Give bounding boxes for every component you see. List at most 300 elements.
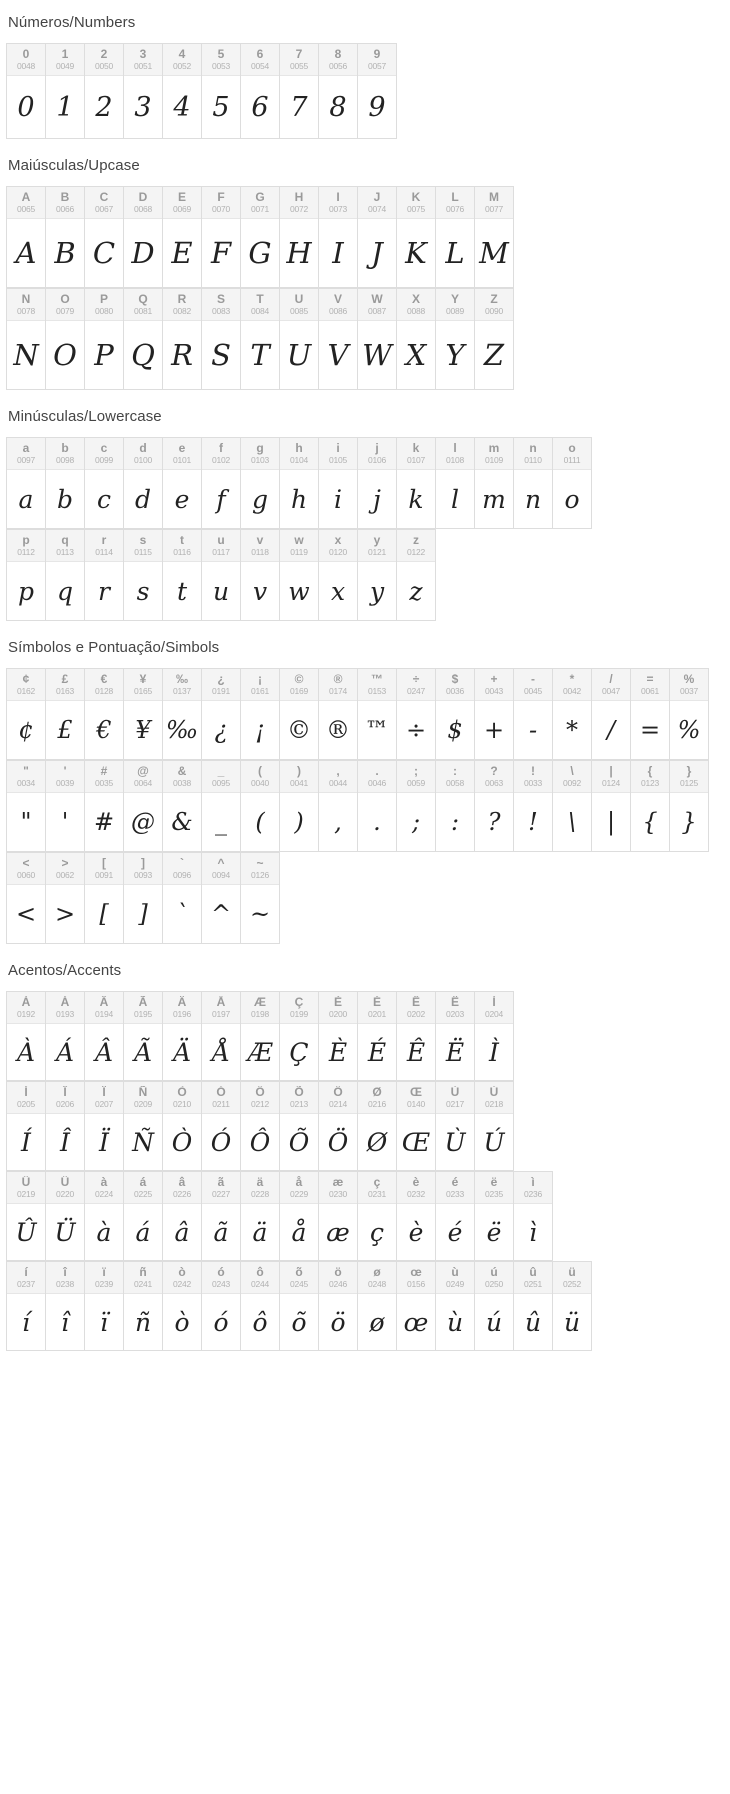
glyph-cell[interactable] [553,761,592,852]
glyph-cell[interactable] [397,187,436,288]
glyph-code-label: 0196 [172,1009,192,1019]
glyph-cell[interactable] [85,992,124,1081]
glyph-cell[interactable] [436,992,475,1081]
glyph-cell-header [436,187,474,219]
glyph-character-label: T [256,293,264,306]
glyph-cell[interactable] [46,1262,85,1351]
glyph-cell[interactable] [280,289,319,390]
glyph-cell-header [85,853,123,885]
glyph-code-label: 0228 [250,1189,270,1199]
glyph-code-label: 0117 [212,547,230,557]
glyph-cell[interactable] [163,1262,202,1351]
glyph-cell[interactable] [241,761,280,852]
glyph-cell-header [46,992,84,1024]
glyph-cell[interactable] [85,1262,124,1351]
glyph-row [6,529,436,621]
glyph-cell[interactable] [514,761,553,852]
glyph-character-label: ` [180,857,184,870]
glyph-cell[interactable] [397,992,436,1081]
glyph-character-label: æ [332,1176,344,1189]
glyph-cell[interactable] [436,438,475,529]
glyph-code-label: 0073 [328,204,348,214]
glyph-preview: W [362,338,392,372]
glyph-preview: Y [445,338,465,372]
glyph-code-label: 0247 [406,686,426,696]
glyph-cell[interactable] [241,530,280,621]
glyph-cell[interactable] [163,187,202,288]
glyph-cell[interactable] [124,669,163,760]
glyph-cell[interactable] [475,187,514,288]
glyph-preview: x [330,576,346,606]
glyph-cell-header [397,289,435,321]
glyph-cell[interactable] [631,761,670,852]
glyph-cell-header [280,438,318,470]
glyph-cell[interactable] [280,44,319,139]
glyph-cell[interactable] [514,438,553,529]
glyph-cell[interactable] [124,530,163,621]
glyph-cell[interactable] [241,1172,280,1261]
glyph-cell[interactable] [319,761,358,852]
glyph-cell[interactable] [124,1262,163,1351]
glyph-cell[interactable] [46,187,85,288]
glyph-cell[interactable] [475,1082,514,1171]
glyph-cell[interactable] [85,853,124,944]
glyph-cell[interactable] [124,992,163,1081]
glyph-character-label: t [180,534,184,547]
glyph-cell[interactable] [241,1082,280,1171]
glyph-cell[interactable] [85,44,124,139]
glyph-cell[interactable] [280,1082,319,1171]
glyph-cell[interactable] [163,853,202,944]
glyph-cell[interactable] [553,669,592,760]
glyph-cell-header [7,761,45,793]
glyph-cell-header [124,669,162,701]
glyph-cell[interactable] [280,530,319,621]
glyph-preview: ü [563,1307,581,1337]
glyph-cell[interactable] [163,992,202,1081]
glyph-cell[interactable] [358,289,397,390]
glyph-code-label: 0098 [55,455,75,465]
glyph-code-label: 0067 [94,204,114,214]
glyph-preview: ø [369,1307,385,1337]
glyph-code-label: 0069 [172,204,192,214]
glyph-cell-header [319,669,357,701]
glyph-cell[interactable] [319,438,358,529]
glyph-cell-header [319,187,357,219]
glyph-preview: Ï [99,1127,109,1157]
glyph-cell-header [163,669,201,701]
glyph-cell[interactable] [202,289,241,390]
glyph-code-label: 0244 [250,1279,270,1289]
glyph-cell[interactable] [436,289,475,390]
glyph-cell[interactable] [280,187,319,288]
glyph-cell[interactable] [319,187,358,288]
glyph-cell-header [7,853,45,885]
glyph-cell[interactable] [397,1082,436,1171]
glyph-cell-header [319,1172,357,1204]
glyph-preview: Œ [401,1127,431,1157]
glyph-cell[interactable] [280,992,319,1081]
glyph-code-label: 0232 [406,1189,426,1199]
glyph-cell[interactable] [475,1172,514,1261]
glyph-code-label: 0102 [211,455,231,465]
glyph-cell-header [280,992,318,1024]
glyph-cell[interactable] [514,1172,553,1261]
glyph-cell-header [124,530,162,562]
glyph-character-label: ~ [256,857,264,870]
glyph-cell-header [202,669,240,701]
glyph-cell[interactable] [202,761,241,852]
glyph-cell[interactable] [7,438,46,529]
glyph-preview: f [216,484,226,514]
glyph-cell[interactable] [280,761,319,852]
glyph-cell-header [436,761,474,793]
glyph-preview: Æ [247,1037,273,1067]
glyph-cell[interactable] [358,187,397,288]
glyph-cell[interactable] [124,438,163,529]
glyph-preview: È [328,1037,348,1067]
glyph-block-numbers [6,43,724,139]
glyph-cell[interactable] [85,761,124,852]
glyph-cell[interactable] [631,669,670,760]
glyph-code-label: 0105 [328,455,348,465]
glyph-cell[interactable] [124,289,163,390]
glyph-cell[interactable] [358,1172,397,1261]
glyph-cell[interactable] [7,761,46,852]
glyph-character-label: y [373,534,381,547]
glyph-cell[interactable] [358,438,397,529]
glyph-cell[interactable] [202,187,241,288]
glyph-cell[interactable] [7,853,46,944]
glyph-cell[interactable] [319,992,358,1081]
glyph-cell[interactable] [241,992,280,1081]
glyph-row [6,437,592,529]
glyph-cell-header [163,1082,201,1114]
glyph-preview: ! [528,808,538,836]
glyph-character-label: G [255,191,265,204]
glyph-cell[interactable] [85,669,124,760]
glyph-cell[interactable] [397,438,436,529]
glyph-character-label: Ã [138,996,148,1009]
glyph-preview: m [482,484,506,514]
glyph-code-label: 0082 [172,306,192,316]
glyph-character-label: à [100,1176,108,1189]
glyph-cell[interactable] [241,44,280,139]
glyph-preview: é [447,1217,463,1247]
glyph-character-label: Î [63,1086,67,1099]
glyph-preview: Â [94,1037,114,1067]
glyph-character-label: Œ [410,1086,422,1099]
glyph-cell[interactable] [85,187,124,288]
glyph-cell[interactable] [358,1082,397,1171]
glyph-cell[interactable] [7,187,46,288]
glyph-character-label: E [177,191,186,204]
glyph-cell[interactable] [46,438,85,529]
glyph-cell[interactable] [319,1172,358,1261]
glyph-cell-header [202,530,240,562]
glyph-cell-header [124,992,162,1024]
glyph-cell[interactable] [202,530,241,621]
glyph-cell[interactable] [436,1082,475,1171]
glyph-character-label: S [216,293,225,306]
glyph-cell-header [397,992,435,1024]
glyph-cell[interactable] [46,1172,85,1261]
glyph-code-label: 0034 [16,778,36,788]
glyph-character-label: Q [138,293,148,306]
glyph-cell[interactable] [241,853,280,944]
glyph-cell[interactable] [46,669,85,760]
glyph-cell[interactable] [475,289,514,390]
glyph-code-label: 0078 [16,306,36,316]
glyph-code-label: 0165 [133,686,153,696]
glyph-cell[interactable] [241,289,280,390]
glyph-preview: ñ [134,1307,152,1337]
glyph-cell[interactable] [397,289,436,390]
glyph-cell[interactable] [85,1172,124,1261]
glyph-preview: $ [447,716,463,744]
glyph-preview: Ë [445,1037,465,1067]
glyph-preview: { [642,808,658,836]
glyph-cell[interactable] [46,853,85,944]
glyph-character-label: H [294,191,304,204]
glyph-preview: ú [485,1307,503,1337]
glyph-preview: q [56,576,73,606]
glyph-character-label: * [569,673,575,686]
glyph-cell[interactable] [397,1172,436,1261]
glyph-cell-header [319,1082,357,1114]
glyph-cell[interactable] [319,44,358,139]
glyph-cell[interactable] [436,187,475,288]
glyph-character-label: A [21,191,31,204]
glyph-cell-header [46,44,84,76]
glyph-cell[interactable] [319,289,358,390]
glyph-cell[interactable] [7,1262,46,1351]
glyph-cell-header [475,992,513,1024]
glyph-code-label: 0106 [367,455,387,465]
glyph-cell[interactable] [202,1172,241,1261]
glyph-character-label: i [336,442,340,455]
glyph-cell[interactable] [592,669,631,760]
glyph-cell-header [358,669,396,701]
glyph-cell-header [592,669,630,701]
glyph-cell[interactable] [436,669,475,760]
glyph-cell[interactable] [241,669,280,760]
glyph-code-label: 0045 [523,686,543,696]
glyph-code-label: 0161 [250,686,270,696]
glyph-character-label: 7 [295,48,303,61]
glyph-cell[interactable] [319,530,358,621]
glyph-code-label: 0037 [679,686,699,696]
glyph-cell[interactable] [163,289,202,390]
glyph-cell[interactable] [475,438,514,529]
glyph-cell-header [358,1262,396,1294]
glyph-preview: } [681,808,697,836]
glyph-character-label: Ï [102,1086,106,1099]
glyph-cell[interactable] [163,1082,202,1171]
glyph-preview: ` [176,900,188,928]
glyph-cell-header [514,669,552,701]
glyph-cell[interactable] [124,44,163,139]
glyph-cell[interactable] [202,1262,241,1351]
glyph-cell[interactable] [202,669,241,760]
glyph-cell[interactable] [397,530,436,621]
glyph-character-label: ) [297,765,301,778]
glyph-cell[interactable] [670,669,709,760]
glyph-cell[interactable] [553,1262,592,1351]
glyph-code-label: 0079 [55,306,75,316]
glyph-preview: P [94,338,114,372]
glyph-cell[interactable] [202,438,241,529]
glyph-cell[interactable] [514,669,553,760]
glyph-cell[interactable] [124,761,163,852]
glyph-cell[interactable] [241,1262,280,1351]
glyph-code-label: 0061 [640,686,660,696]
glyph-cell[interactable] [7,992,46,1081]
glyph-cell[interactable] [436,1262,475,1351]
glyph-cell[interactable] [163,761,202,852]
glyph-cell[interactable] [280,438,319,529]
glyph-row [6,288,514,390]
glyph-cell[interactable] [319,1082,358,1171]
glyph-cell[interactable] [358,992,397,1081]
glyph-cell[interactable] [475,1262,514,1351]
glyph-cell-header [475,1262,513,1294]
glyph-row [6,186,514,288]
glyph-cell[interactable] [358,530,397,621]
glyph-cell[interactable] [436,761,475,852]
glyph-cell-header [358,1172,396,1204]
glyph-cell[interactable] [163,44,202,139]
glyph-cell[interactable] [124,1172,163,1261]
glyph-cell[interactable] [7,1172,46,1261]
glyph-cell[interactable] [475,992,514,1081]
glyph-cell[interactable] [241,187,280,288]
glyph-cell-header [553,438,591,470]
glyph-cell[interactable] [358,669,397,760]
glyph-cell[interactable] [475,669,514,760]
glyph-cell[interactable] [7,289,46,390]
glyph-cell[interactable] [85,438,124,529]
glyph-preview: Ó [210,1127,232,1157]
glyph-character-label: l [453,442,457,455]
glyph-cell[interactable] [163,530,202,621]
section-title-accents: Acentos/Accents [8,962,122,979]
glyph-cell[interactable] [553,438,592,529]
glyph-cell[interactable] [241,438,280,529]
glyph-preview: = [639,716,661,744]
glyph-cell[interactable] [85,1082,124,1171]
glyph-cell[interactable] [46,44,85,139]
glyph-preview: ‰ [165,716,199,744]
glyph-character-label: b [61,442,69,455]
glyph-cell[interactable] [202,992,241,1081]
glyph-cell[interactable] [397,761,436,852]
glyph-preview: j [373,484,381,514]
glyph-character-label: ì [531,1176,535,1189]
glyph-cell[interactable] [163,438,202,529]
glyph-cell[interactable] [475,761,514,852]
glyph-character-label: I [336,191,340,204]
glyph-cell[interactable] [163,1172,202,1261]
glyph-cell[interactable] [670,761,709,852]
glyph-cell[interactable] [7,1082,46,1171]
glyph-cell[interactable] [592,761,631,852]
glyph-cell-header [280,761,318,793]
glyph-character-label: Í [24,1086,28,1099]
glyph-character-label: 2 [100,48,108,61]
glyph-cell[interactable] [85,530,124,621]
glyph-cell[interactable] [358,44,397,139]
glyph-code-label: 0216 [367,1099,387,1109]
glyph-character-label: ü [568,1266,576,1279]
glyph-cell[interactable] [46,289,85,390]
glyph-cell[interactable] [46,992,85,1081]
glyph-cell[interactable] [46,761,85,852]
glyph-cell[interactable] [358,761,397,852]
glyph-preview: Ô [249,1127,271,1157]
glyph-cell[interactable] [7,669,46,760]
glyph-cell[interactable] [280,669,319,760]
glyph-cell[interactable] [46,530,85,621]
glyph-cell[interactable] [514,1262,553,1351]
glyph-code-label: 0204 [484,1009,504,1019]
glyph-preview: - [528,716,538,744]
glyph-cell[interactable] [436,1172,475,1261]
glyph-cell[interactable] [85,289,124,390]
glyph-preview: 5 [212,91,230,123]
glyph-cell-header [46,187,84,219]
glyph-cell-header [358,44,396,76]
glyph-cell[interactable] [124,187,163,288]
glyph-cell-header [202,187,240,219]
glyph-cell[interactable] [202,853,241,944]
glyph-cell[interactable] [358,1262,397,1351]
glyph-cell-header [592,761,630,793]
glyph-preview: œ [403,1307,429,1337]
glyph-cell-header [202,1082,240,1114]
glyph-character-label: ú [490,1266,498,1279]
glyph-character-label: û [529,1266,537,1279]
glyph-code-label: 0089 [445,306,465,316]
glyph-character-label: Ô [255,1086,265,1099]
glyph-cell[interactable] [202,44,241,139]
glyph-cell[interactable] [319,1262,358,1351]
glyph-cell[interactable] [7,44,46,139]
glyph-character-label: " [23,765,29,778]
glyph-code-label: 0115 [134,547,152,557]
glyph-code-label: 0120 [328,547,348,557]
glyph-cell[interactable] [397,669,436,760]
glyph-cell[interactable] [7,530,46,621]
glyph-cell[interactable] [319,669,358,760]
glyph-character-label: { [647,765,653,778]
glyph-cell[interactable] [124,1082,163,1171]
glyph-cell[interactable] [280,1262,319,1351]
glyph-cell[interactable] [280,1172,319,1261]
glyph-cell[interactable] [163,669,202,760]
glyph-cell[interactable] [202,1082,241,1171]
glyph-preview: V [327,338,349,372]
glyph-code-label: 0243 [211,1279,231,1289]
glyph-cell-header [46,761,84,793]
glyph-cell-header [319,761,357,793]
glyph-cell[interactable] [124,853,163,944]
glyph-cell[interactable] [46,1082,85,1171]
glyph-cell-header [7,992,45,1024]
glyph-character-label: ï [102,1266,106,1279]
glyph-cell[interactable] [397,1262,436,1351]
glyph-preview: c [96,484,111,514]
